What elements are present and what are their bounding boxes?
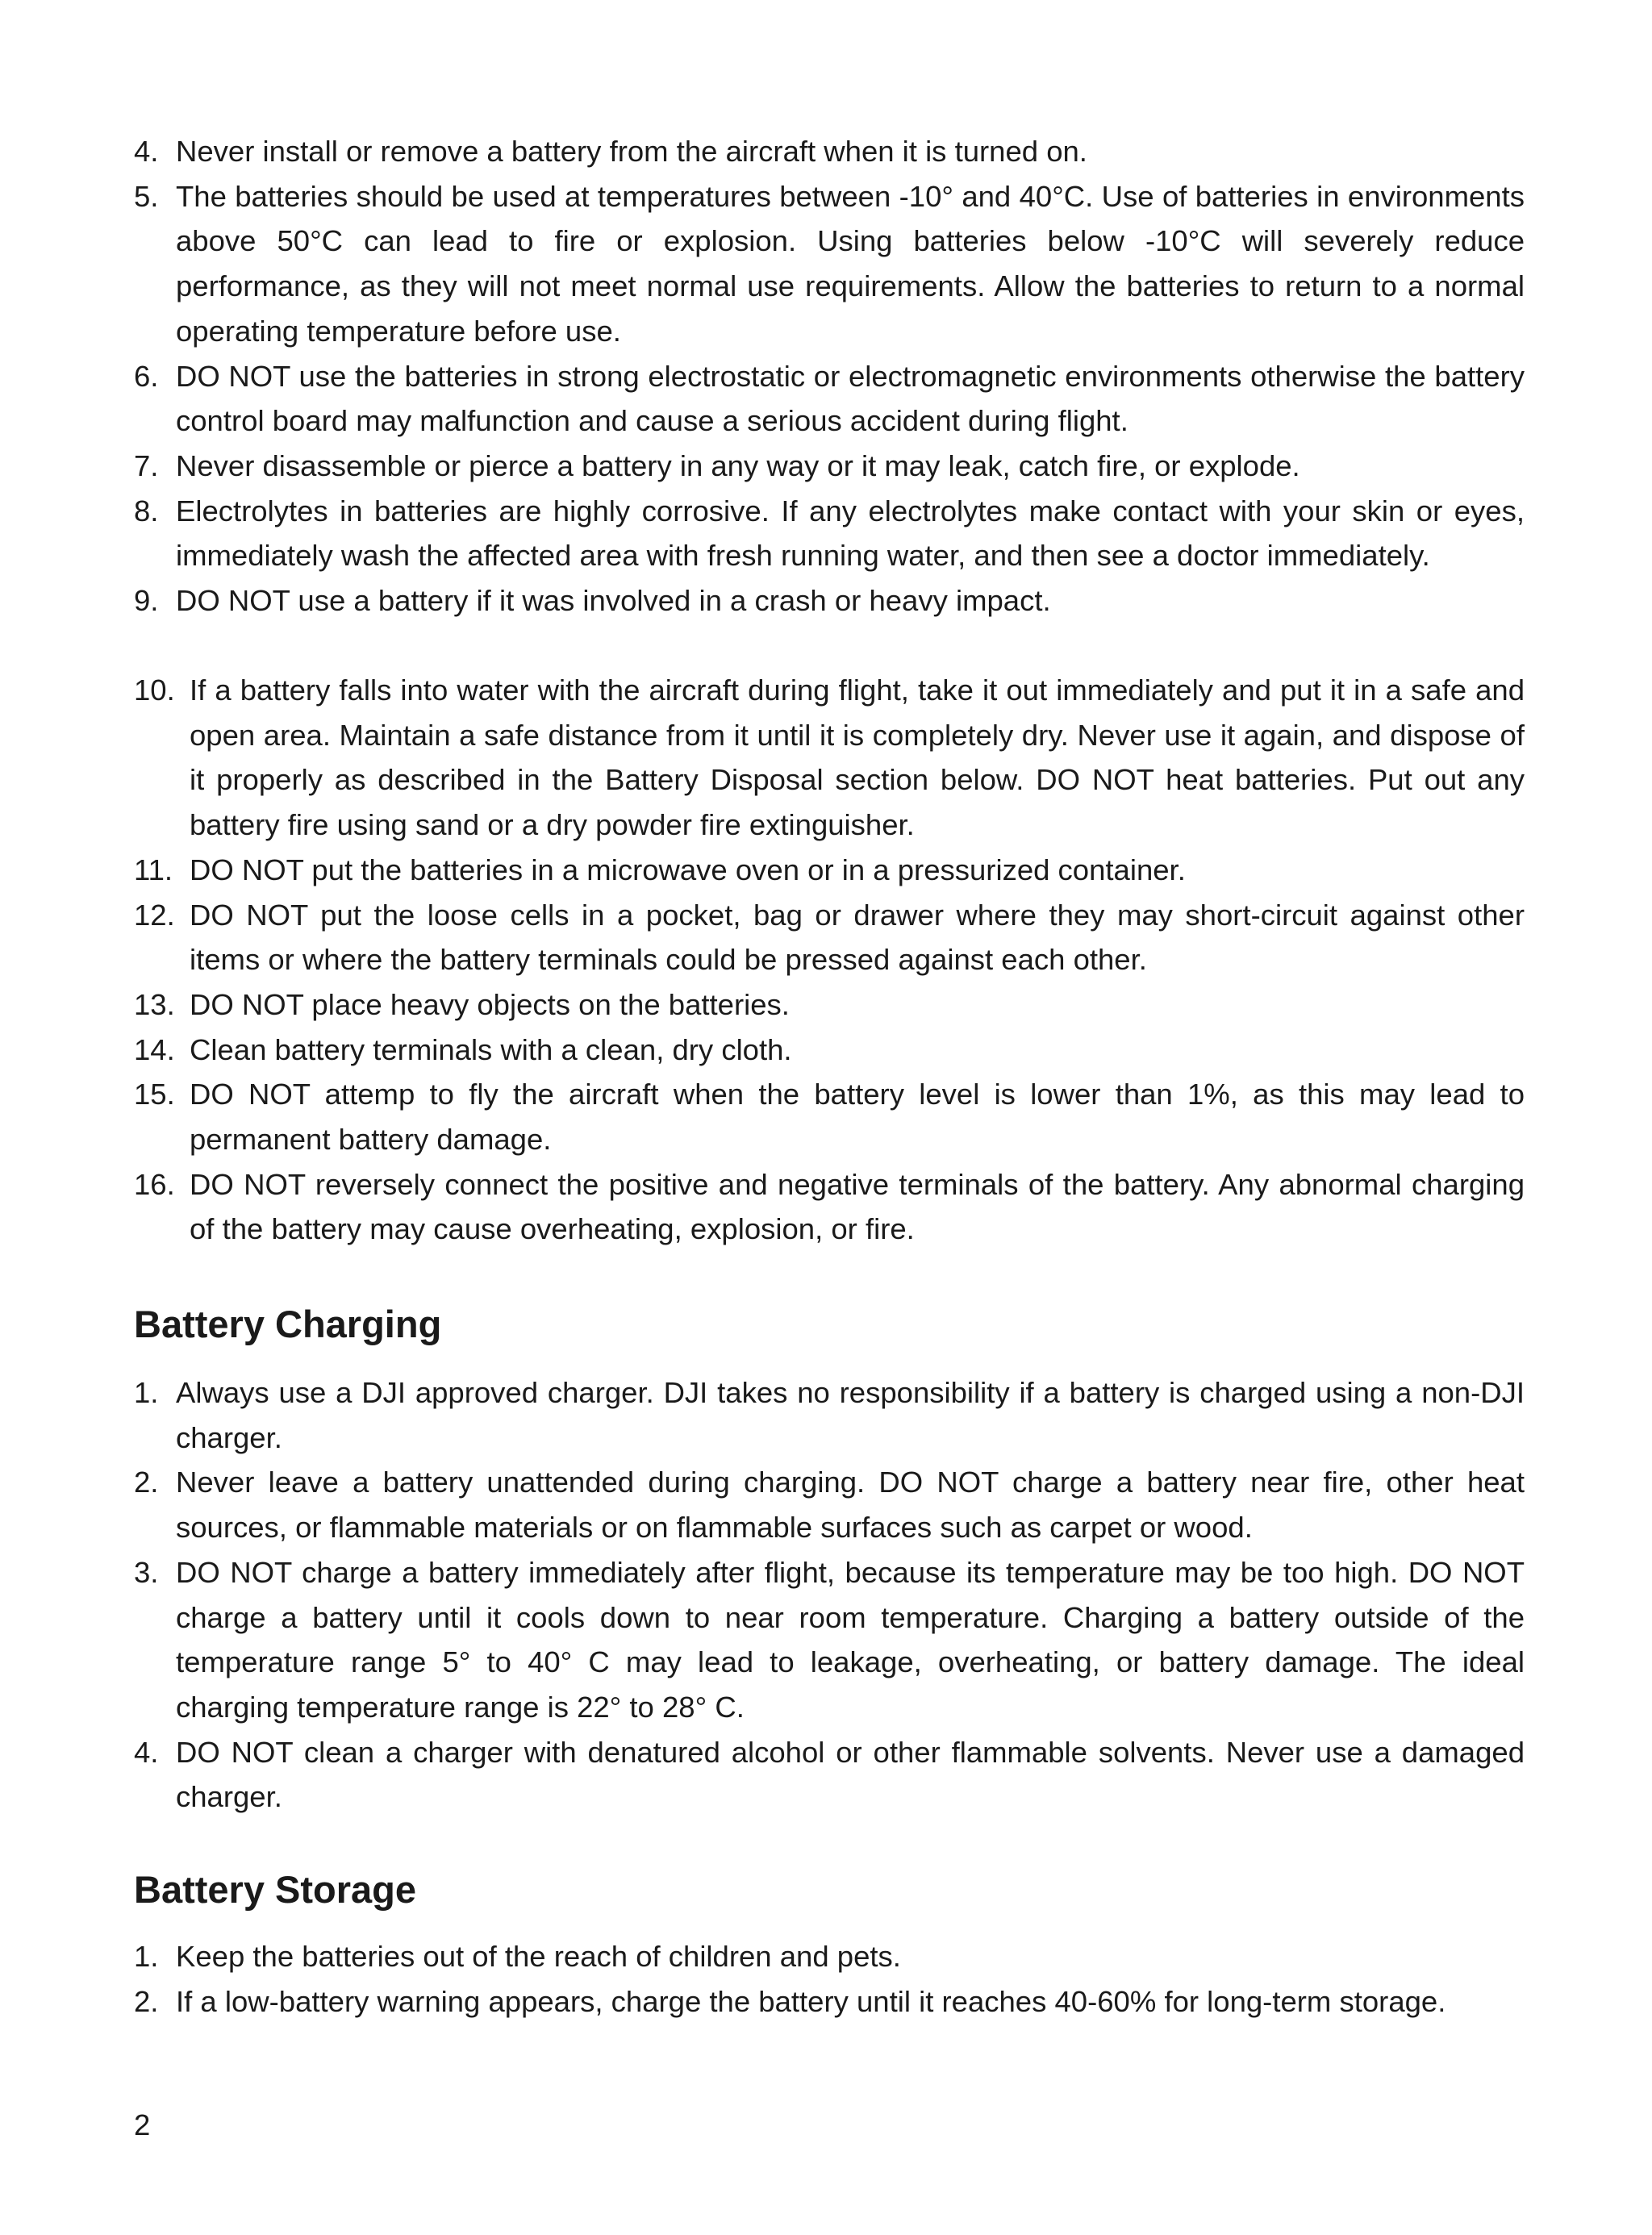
list-item (134, 1730, 1525, 1820)
list-item (134, 1460, 1525, 1549)
list-item (134, 1550, 1525, 1730)
list-item (134, 893, 1525, 982)
list-item (134, 848, 1525, 893)
list-item (134, 1162, 1525, 1252)
list-item-text: DO NOT charge a battery immediately after flight, because its temperature may be too high. DO NOT charge a battery until it cools down to near room temperature. Charging a battery outside of the temperature range 5° to 40° C may lead to leakage, overheating, or battery damage. The ideal charging temperature range is 22° to 28° C. (176, 1555, 1525, 1724)
safety-list-part-1 (134, 129, 1525, 623)
list-item-number: 4. (134, 1735, 159, 1769)
list-item-text: The batteries should be used at temperatures between -10° and 40°C. Use of batteries in environments above 50°C can lead to fire or explosion. Using batteries below -10°C will severely reduce performance, as they will not meet normal use requirements. Allow the batteries to return to a normal operating temperature before use. (176, 179, 1525, 348)
list-item-number: 8. (134, 494, 159, 527)
list-item-text: DO NOT attemp to fly the aircraft when the battery level is lower than 1%, as this may lead to permanent battery damage. (190, 1078, 1525, 1157)
battery-storage-heading: Battery Storage (134, 1868, 416, 1911)
list-item (134, 1934, 1525, 1979)
list-item-number: 2. (134, 1466, 159, 1499)
list-item (134, 489, 1525, 578)
list-item (134, 668, 1525, 848)
list-item-number: 9. (134, 584, 159, 618)
list-item (134, 174, 1525, 354)
list-item-number: 1. (134, 1940, 159, 1973)
list-item-number: 12. (134, 898, 175, 932)
list-item-text: DO NOT reversely connect the positive and negative terminals of the battery. Any abnormal charging of the battery may cause overheating, explosion, or fire. (190, 1167, 1525, 1246)
list-item-number: 15. (134, 1078, 175, 1111)
list-item-text: Never install or remove a battery from the aircraft when it is turned on. (176, 135, 1087, 168)
list-item (134, 1979, 1525, 2024)
list-item-text: DO NOT put the batteries in a microwave oven or in a pressurized container. (190, 853, 1186, 886)
list-item (134, 578, 1525, 623)
list-item-text: Always use a DJI approved charger. DJI takes no responsibility if a battery is charged using a non-DJI charger. (176, 1376, 1525, 1454)
list-item-number: 13. (134, 987, 175, 1021)
list-item-number: 10. (134, 673, 175, 707)
list-item-text: If a battery falls into water with the aircraft during flight, take it out immediately and put it in a safe and open area. Maintain a safe distance from it until it is completely dry. Never use it again, and dispose of it properly as described in the Battery Disposal section below. DO NOT heat batteries. Put out any battery fire using sand or a dry powder fire extinguisher. (190, 673, 1525, 842)
list-item-text: Clean battery terminals with a clean, dry cloth. (190, 1032, 792, 1066)
list-item-text: Electrolytes in batteries are highly corrosive. If any electrolytes make contact with your skin or eyes, immediately wash the affected area with fresh running water, and then see a doctor immediately. (176, 494, 1525, 573)
list-item-text: DO NOT put the loose cells in a pocket, bag or drawer where they may short-circuit against other items or where the battery terminals could be pressed against each other. (190, 898, 1525, 977)
list-item (134, 1028, 1525, 1073)
list-item-number: 14. (134, 1032, 175, 1066)
list-item-number: 2. (134, 1984, 159, 2018)
list-item-text: DO NOT use a battery if it was involved in a crash or heavy impact. (176, 584, 1051, 618)
list-item-number: 7. (134, 448, 159, 482)
page-number: 2 (134, 2108, 151, 2141)
list-item (134, 129, 1525, 174)
list-item-number: 16. (134, 1167, 175, 1201)
list-item-number: 5. (134, 179, 159, 213)
list-item-text: If a low-battery warning appears, charge the battery until it reaches 40-60% for long-term storage. (176, 1984, 1446, 2018)
list-item-text: DO NOT place heavy objects on the batteries. (190, 987, 790, 1021)
list-item (134, 444, 1525, 489)
list-item-number: 11. (134, 853, 173, 886)
list-item (134, 982, 1525, 1028)
list-item-text: Never leave a battery unattended during charging. DO NOT charge a battery near fire, other heat sources, or flammable materials or on flammable surfaces such as carpet or wood. (176, 1466, 1525, 1545)
battery-storage-list (134, 1934, 1525, 2024)
list-item-text: Keep the batteries out of the reach of children and pets. (176, 1940, 901, 1973)
list-item-number: 4. (134, 135, 159, 168)
list-item-number: 6. (134, 359, 159, 393)
battery-charging-heading: Battery Charging (134, 1303, 442, 1345)
list-item-text: DO NOT use the batteries in strong electrostatic or electromagnetic environments otherwise the battery control board may malfunction and cause a serious accident during flight. (176, 359, 1525, 438)
battery-charging-list (134, 1370, 1525, 1820)
list-item-text: Never disassemble or pierce a battery in any way or it may leak, catch fire, or explode. (176, 448, 1300, 482)
list-item (134, 1072, 1525, 1161)
list-item (134, 1370, 1525, 1460)
list-item (134, 354, 1525, 444)
list-item-text: DO NOT clean a charger with denatured alcohol or other flammable solvents. Never use a damaged charger. (176, 1735, 1525, 1814)
list-item-number: 3. (134, 1555, 159, 1589)
safety-list-part-2 (134, 668, 1525, 1252)
list-item-number: 1. (134, 1376, 159, 1409)
